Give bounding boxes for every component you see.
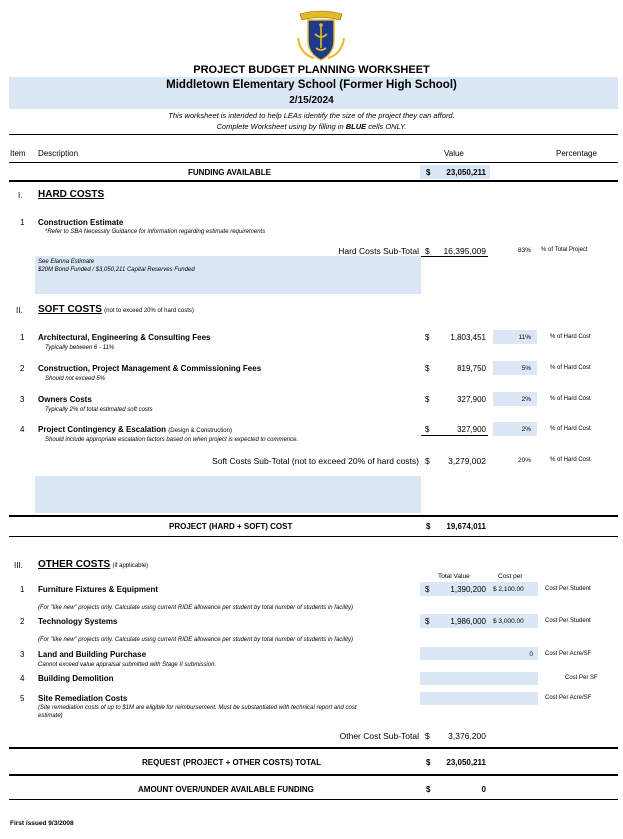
soft-subtotal-dollar: $ <box>425 456 430 466</box>
soft-item-num: 4 <box>20 425 25 434</box>
other-item-unit: Cost Per Student <box>545 618 591 624</box>
hard-subtotal-pct: 83% <box>518 247 532 254</box>
page-title: PROJECT BUDGET PLANNING WORKSHEET <box>193 64 430 76</box>
hard-note-line-2: $20M Bond Funded / $3,050,211 Capital Reserves Funded <box>38 267 195 273</box>
other-subtotal-value: 3,376,200 <box>448 731 486 741</box>
divider <box>9 515 618 517</box>
col-description-header: Description <box>38 149 79 158</box>
over-under-value: 0 <box>481 785 486 794</box>
hard-costs-title: HARD COSTS <box>38 189 105 200</box>
underline <box>421 256 488 257</box>
other-item-num: 1 <box>20 585 25 594</box>
first-issued: First issued 9/3/2008 <box>10 820 74 827</box>
other-item-value[interactable]: 1,986,000 <box>450 617 486 626</box>
divider <box>9 747 618 749</box>
soft-item-label: Construction, Project Management & Commissioning Fees <box>38 364 262 373</box>
hard-subtotal-dollar: $ <box>425 246 430 256</box>
project-total-label: PROJECT (HARD + SOFT) COST <box>169 522 293 531</box>
soft-item-note: Typically 2% of total estimated soft costs <box>45 407 153 413</box>
soft-item-label-row: Project Contingency & Escalation (Design & Construction) <box>38 425 232 434</box>
divider <box>9 134 618 135</box>
divider <box>9 774 618 776</box>
col-percentage-header: Percentage <box>556 149 597 158</box>
soft-costs-title-row: SOFT COSTS (not to exceed 20% of hard costs) <box>38 304 194 315</box>
other-item-label: Technology Systems <box>38 617 118 626</box>
hard-subtotal-label: Hard Costs Sub-Total <box>338 246 419 256</box>
request-total-label: REQUEST (PROJECT + OTHER COSTS) TOTAL <box>142 758 322 767</box>
soft-subtotal-pct: 20% <box>518 457 532 464</box>
soft-item-dollar: $ <box>425 364 430 373</box>
soft-item-value: 1,803,451 <box>450 333 486 342</box>
other-item-unit: Cost Per Acre/SF <box>545 695 592 701</box>
soft-item-pct[interactable]: 2% <box>521 426 531 433</box>
underline <box>421 435 488 436</box>
other-item-value[interactable]: 1,390,200 <box>450 585 486 594</box>
funding-value[interactable]: 23,050,211 <box>446 168 486 177</box>
other-item-unit: Cost Per SF <box>565 675 598 681</box>
other-item-label: Site Remediation Costs <box>38 694 128 703</box>
other-item-num: 4 <box>20 674 25 683</box>
project-total-value: 19,674,011 <box>446 522 486 531</box>
soft-roman: II. <box>16 306 23 315</box>
soft-item-num: 1 <box>20 333 25 342</box>
other-item-label: Land and Building Purchase <box>38 650 147 659</box>
other-item-unit: Cost Per Student <box>545 586 591 592</box>
divider <box>9 799 618 800</box>
remediation-input-cell[interactable] <box>420 692 538 705</box>
over-under-dollar: $ <box>426 785 431 794</box>
project-total-dollar: $ <box>426 522 431 531</box>
school-name[interactable]: Middletown Elementary School (Former High School) <box>166 79 457 91</box>
divider <box>9 180 618 182</box>
other-item-note-above: (For "like new" projects only. Calculate using current RIDE allowance per student by total number of students in facility) <box>38 637 353 643</box>
soft-item-label: Architectural, Engineering & Consulting Fees <box>38 333 211 342</box>
other-item-label: Building Demolition <box>38 674 114 683</box>
soft-subtotal-pct-of: % of Hard Cost <box>550 457 591 463</box>
other-item-costper[interactable]: 0 <box>529 651 533 658</box>
soft-item-pct-of: % of Hard Cost <box>550 426 591 432</box>
other-item-note-above: (For "like new" projects only. Calculate using current RIDE allowance per student by total number of students in facility) <box>38 605 353 611</box>
soft-item-value: 327,900 <box>457 395 486 404</box>
request-total-value: 23,050,211 <box>446 758 486 767</box>
col-cost-per: Cost per <box>498 573 523 580</box>
hard-item-num: 1 <box>20 218 25 227</box>
other-subtotal-label: Other Cost Sub-Total <box>339 731 419 741</box>
soft-item-dollar: $ <box>425 395 430 404</box>
soft-item-pct-of: % of Hard Cost <box>550 334 591 340</box>
soft-item-value: 819,750 <box>457 364 486 373</box>
intro-line-1: This worksheet is intended to help LEAs identify the size of the project they can afford. <box>168 111 455 120</box>
soft-item-pct-of: % of Hard Cost <box>550 396 591 402</box>
hard-note-line-1: See Elanna Estimate <box>38 259 95 265</box>
funding-dollar: $ <box>426 168 431 177</box>
soft-subtotal-label: Soft Costs Sub-Total (not to exceed 20% of hard costs) <box>212 456 419 466</box>
other-item-dollar: $ <box>425 617 430 626</box>
divider <box>9 536 618 537</box>
col-total-value: Total Value <box>438 573 470 580</box>
divider <box>9 162 618 163</box>
construction-estimate-note: *Refer to SBA Necessity Guidance for information regarding estimate requirements <box>45 229 266 235</box>
request-total-dollar: $ <box>426 758 431 767</box>
soft-item-value: 327,900 <box>457 425 486 434</box>
hard-roman: I. <box>18 191 23 200</box>
soft-item-note: Should not exceed 5% <box>45 376 106 382</box>
soft-item-pct[interactable]: 5% <box>521 365 531 372</box>
col-value-header: Value <box>444 149 464 158</box>
soft-item-note: Typically between 6 - 11% <box>45 345 115 351</box>
other-item-dollar: $ <box>425 585 430 594</box>
other-item-costper[interactable]: $ 3,000.00 <box>493 618 524 625</box>
other-item-num: 2 <box>20 617 25 626</box>
other-item-unit: Cost Per Acre/SF <box>545 651 592 657</box>
other-roman: III. <box>14 561 23 570</box>
other-item-note-1: (Site remediation costs of up to $1M are eligible for reimbursement. Must be substantiated with technical report and cost <box>38 705 357 711</box>
soft-item-num: 3 <box>20 395 25 404</box>
soft-item-pct[interactable]: 11% <box>518 334 531 341</box>
soft-item-label: Owners Costs <box>38 395 92 404</box>
col-item-header: Item <box>10 149 26 158</box>
over-under-label: AMOUNT OVER/UNDER AVAILABLE FUNDING <box>138 785 314 794</box>
other-item-costper[interactable]: $ 2,100.00 <box>493 586 524 593</box>
soft-item-dollar: $ <box>425 425 430 434</box>
intro-blue-word: BLUE <box>345 122 367 131</box>
other-item-label: Furniture Fixtures & Equipment <box>38 585 159 594</box>
hard-subtotal-pct-of: % of Total Project <box>541 247 588 253</box>
worksheet-date[interactable]: 2/15/2024 <box>289 95 334 106</box>
soft-item-pct[interactable]: 2% <box>521 396 531 403</box>
soft-notes-input[interactable] <box>35 476 421 513</box>
hard-subtotal-value: 16,395,009 <box>443 246 486 256</box>
intro-line-2: Complete Worksheet using by filling in BLUE cells ONLY. <box>216 122 407 131</box>
other-item-note-2: estimate) <box>38 713 63 719</box>
state-seal-logo <box>294 10 348 62</box>
other-item-num: 3 <box>20 650 25 659</box>
other-item-note: Cannot exceed value appraisal submitted with Stage II submission. <box>38 662 217 668</box>
soft-subtotal-value: 3,279,002 <box>448 456 486 466</box>
soft-item-num: 2 <box>20 364 25 373</box>
soft-item-note: Should include appropriate escalation factors based on when project is expected to commence. <box>45 437 299 443</box>
soft-item-dollar: $ <box>425 333 430 342</box>
demolition-input-cell[interactable] <box>420 672 538 685</box>
funding-label: FUNDING AVAILABLE <box>188 168 271 177</box>
other-costs-title-row: OTHER COSTS (if applicable) <box>38 559 149 570</box>
soft-item-pct-of: % of Hard Cost <box>550 365 591 371</box>
other-subtotal-dollar: $ <box>425 731 430 741</box>
construction-estimate-label: Construction Estimate <box>38 218 124 227</box>
other-item-num: 5 <box>20 694 25 703</box>
